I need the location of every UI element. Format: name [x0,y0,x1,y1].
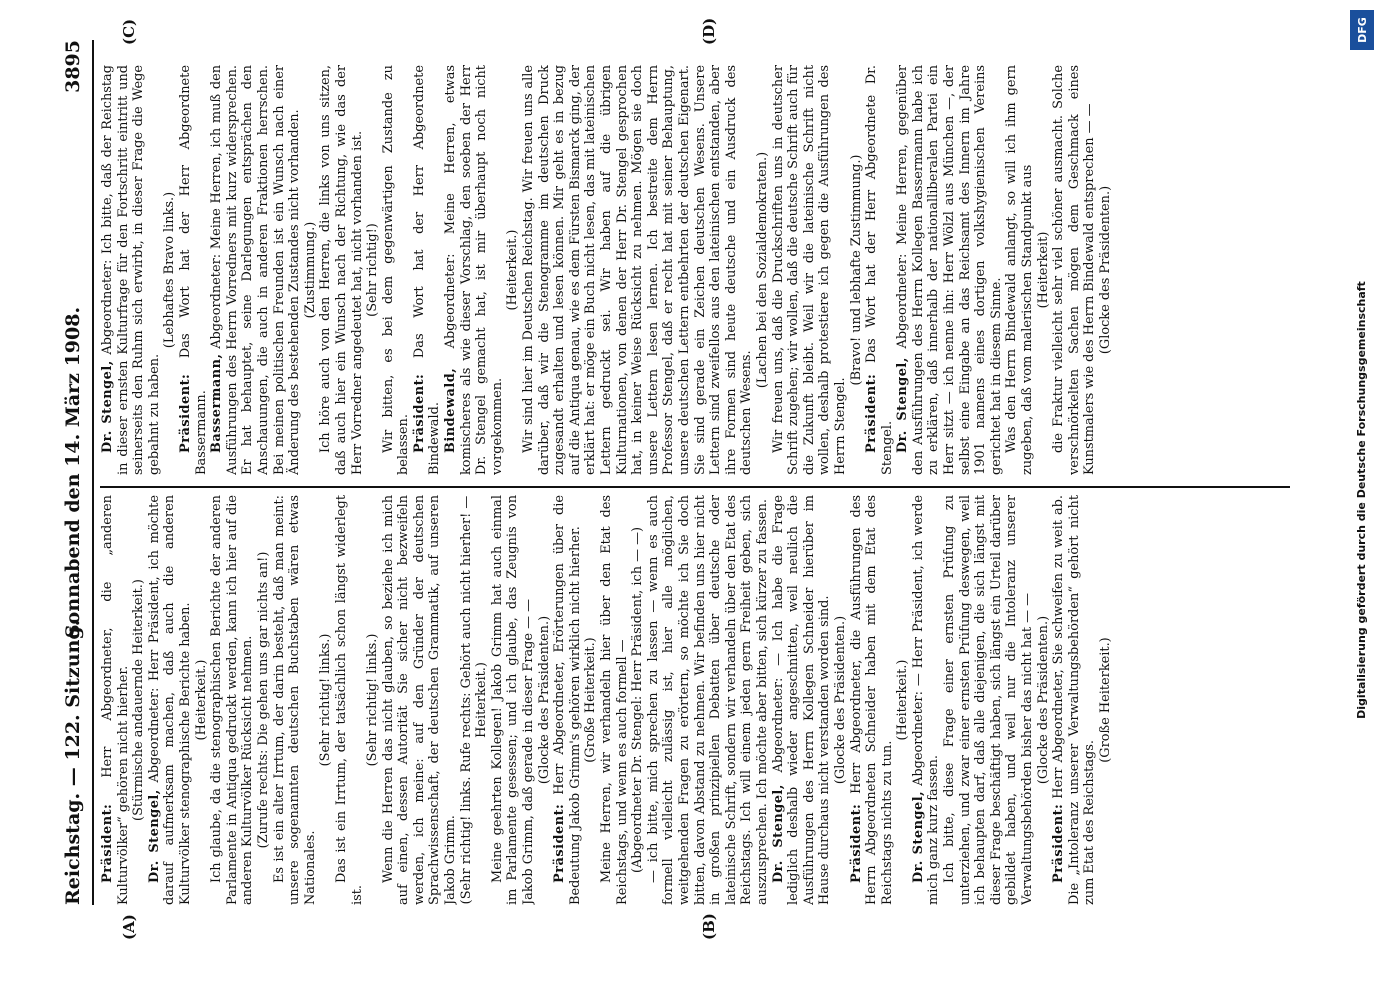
dfg-logo: DFG [1350,10,1374,50]
paragraph-text: Abgeordneter: — Ich habe die Frage lediglich deshalb wieder angeschnitten, weil neulich die Ausführungen des Herrn Kollegen Schneider hierüber im Hause durchaus nicht verstanden worden sind. [770,495,833,905]
paragraph [272,495,319,905]
paragraph [381,495,459,905]
paragraph-text: Es ist ein alter Irrtum, der darin besteht, daß man meint: unsere sogenannten deutschen Buchstaben wären etwas Nationales. [271,495,318,905]
speaker-name: Bindewald, [443,367,459,453]
paragraph-text: Herr Abgeordneter, die Ausführungen des Herrn Abgeordneten Schneider haben mit dem Etat des Reichstags nichts zu tun. [848,495,895,905]
paragraph-text: Abgeordneter: Herr Präsident, ich möchte darauf aufmerksam machen, daß auch die anderen Kulturvölker stenographische Berichte haben. [146,495,193,905]
interjection: (Abgeordneter Dr. Stengel: Herr Präsident, ich — —) [630,526,646,874]
interjection: (Große Heiterkeit.) [583,637,599,763]
paragraph-text: Meine geehrten Kollegen! Jakob Grimm hat auch einmal im Parlamente gesessen; und ich glaube, das Zeugnis von Jakob Grimm, daß gerade in dieser Frage — — [489,495,537,905]
speaker-name: Dr. Stengel, [895,357,911,453]
interjection: (Lebhaftes Bravo links.) [162,191,178,349]
paragraph-text: Abgeordneter: Meine Herren, gegenüber den Ausführungen des Herrn Kollegen Bassermann habe ich zu erklären, daß innerhalb der nationalliberalen Partei ein Herr sitzt — ich nenne ihn: Herr Wölzl aus München —, der selbst eine Eingabe an das Reichsamt des Innern im Jahre 1901 namens eines dortigen volkshygienischen Vereins gerichtet hat in diesem Sinne. [895,65,1004,475]
paragraph-text: Ich glaube, da die stenographischen Berichte der anderen Parlamente in Antiqua gedruckt werden, kann ich hier auf die anderen Kulturvölker Rücksicht nehmen. [209,495,256,905]
paragraph [911,495,942,905]
header-date: Sonnabend den 14. März 1908. [62,306,84,639]
margin-marker-b: (B) [700,913,718,940]
interjection: (Große Heiterkeit.) [1098,637,1113,763]
interjection: (Bravo! und lebhafte Zustimmung.) [848,154,864,386]
speaker-name: Dr. Stengel, [100,360,115,453]
paragraph [1051,495,1098,905]
header-rule [92,40,94,905]
paragraph [895,65,1004,475]
paragraph-text: Das ist ein Irrtum, der tatsächlich schon längst widerlegt ist. [333,495,365,905]
paragraph-text: Herr Abgeordneter, Erörterungen über die Bedeutung Jakob Grimm's gehören wirklich nicht hierher. [552,495,583,905]
paragraph-text: Wir bitten, es bei dem gegenwärtigen Zustande zu belassen. [380,65,412,475]
interjection: (Glocke des Präsidenten.) [1035,615,1051,785]
paragraph [864,65,895,475]
interjection: (Zustimmung.) [302,221,318,319]
paragraph-text: Ich bitte, diese Frage einer ernsten Prüfung zu unterziehen, und zwar einer ernsten Prüfung deswegen, weil ich behaupten darf, daß alle diejenigen, die sich längst mit dieser Frage beschäftigt haben, sich längst ein Urteil darüber gebildet haben, und weil nur die Intoleranz unserer Verwaltungsbehörden bisher das nicht hat — — [942,495,1036,905]
paragraph [771,495,833,905]
paragraph [490,495,537,905]
page-number: 3895 [62,40,84,93]
left-column [100,495,1290,905]
paragraph [381,65,412,475]
paragraph-text: Abgeordneter: Ich bitte, daß der Reichstag in dieser ernsten Kulturfrage für den Fortschritt eintritt und seinerseits den Ruhm sich erwirbt, in dieser Frage die Wege gebahnt zu haben. [100,65,162,475]
speaker-name: Dr. Stengel, [910,790,926,883]
paragraph-text: die Fraktur vielleicht sehr viel schöner ausmacht. Solche verschnörkelten Sachen mögen dem Geschmack eines Kunstmalers wie des Herrn Bindewald entsprechen — — [1051,65,1098,475]
paragraph-text: Herr Abgeordneter, Sie schweifen zu weit ab. Die „Intoleranz unserer Verwaltungsbehörden“ gehört nicht zum Etat des Reichstags. [1051,495,1098,905]
interjection: (Sehr richtig!) [365,223,381,317]
interjection: (Glocke des Präsidenten.) [536,615,552,785]
paragraph-text: — ich bitte, mich sprechen zu lassen — wenn es auch formell vielleicht zulässig ist, hier alle möglichen, weitgehenden Fragen zu erörtern, so möchte ich Sie doch bitten, davon Abstand zu nehmen. Wir befinden uns hier nicht in großen prinzipiellen Debatten über deutsche oder lateinische Schrift, sondern wir verhandeln über den Etat des Reichstags. Ich will einem jeden gern Freiheit geben, sich auszusprechen. Ich möchte aber bitten, sich kürzer zu fassen. [645,495,770,905]
interjection: (Stürmische andauernde Heiterkeit.) [131,579,147,821]
paragraph [334,495,365,905]
speaker-name: Bassermann, [209,353,225,453]
column-divider [100,486,1290,488]
header-session: Reichstag. — 122. Sitzung. [62,619,84,905]
margin-marker-a: (A) [120,914,138,940]
paragraph [552,495,583,905]
paragraph [412,65,443,475]
speaker-name: Präsident: [864,373,880,453]
paragraph [318,65,365,475]
paragraph [147,495,194,905]
page-header [58,40,88,905]
paragraph-text: Abgeordneter: — Herr Präsident, ich werde mich ganz kurz fassen. [910,495,942,905]
paragraph-text: Wenn die Herren das nicht glauben, so beziehe ich mich auf einen, dessen Autorität Sie sicher nicht bezweifeln werden, ich meine: auf den Gründer der deutschen Sprachwissenschaft, der deutschen Grammatik, auf unseren Jakob Grimm. [380,495,459,905]
interjection: (Heiterkeit.) [505,229,521,311]
speaker-name: Präsident: [177,373,193,453]
paragraph [100,495,131,905]
paragraph [849,495,896,905]
interjection: (Heiterkeit) [1035,231,1051,309]
paragraph-text: Abgeordneter: Meine Herren, etwas komischeres als wie dieser Vorschlag, den soeben der Herr Dr. Stengel gemacht hat, ist mir überhaupt noch nicht vorgekommen. [443,65,505,475]
interjection: (Sehr richtig! links. Rufe rechts: Gehört auch nicht hierher! — Heiterkeit.) [458,495,490,905]
speaker-name: Präsident: [552,803,568,883]
speaker-name: Präsident: [100,803,115,883]
paragraph [209,65,303,475]
margin-marker-d: (D) [700,17,718,45]
paragraph-text: Das Wort hat der Herr Abgeordnete Dr. Stengel. [864,65,895,475]
interjection: (Zurufe rechts: Die gehen uns gar nichts an!) [255,551,271,849]
paragraph [178,65,209,475]
interjection: (Glocke des Präsidenten.) [1098,185,1113,355]
paragraph [209,495,256,905]
speaker-name: Dr. Stengel, [770,784,786,883]
right-column [100,65,1290,475]
paragraph [771,65,849,475]
speaker-name: Präsident: [848,803,864,883]
paragraph [942,495,1036,905]
paragraph [646,495,771,905]
paragraph-text: Meine Herren, wir verhandeln hier über den Etat des Reichstags, und wenn es auch formell — [599,495,630,905]
interjection: (Heiterkeit.) [193,659,209,741]
paragraph [521,65,755,475]
speaker-name: Präsident: [1051,803,1067,883]
interjection: (Sehr richtig! links.) [365,633,381,767]
paragraph-text: Das Wort hat der Herr Abgeordnete Bindewald. [411,65,443,475]
paragraph-text: Abgeordneter: Meine Herren, ich muß den Ausführungen des Herrn Vorredners mit kurz widersprechen. Er hat behauptet, seine Darlegungen entsprächen den Anschauungen, die auch in anderen Fraktionen herrschen. Bei meinen politischen Freunden ist ein Wunsch nach einer Änderung des bestehenden Zustandes nicht vorhanden. [209,65,303,475]
paragraph-text: Wir freuen uns, daß die Druckschriften uns in deutscher Schrift zugehen; wir wollen, daß die deutsche Schrift auch für die Zukunft bleibt. Weil wir die lateinische Schrift nicht wollen, deshalb protestiere ich gegen die Ausführungen des Herrn Stengel. [770,65,848,475]
paragraph-text: Herr Abgeordneter, die „anderen Kulturvölker“ gehören nicht hierher. [100,495,131,905]
speaker-name: Dr. Stengel, [146,789,162,883]
interjection: (Lachen bei den Sozialdemokraten.) [754,151,770,389]
interjection: (Sehr richtig! links.) [318,633,334,767]
margin-marker-c: (C) [120,18,138,45]
paragraph [599,495,630,905]
paragraph [443,65,505,475]
interjection: (Glocke des Präsidenten.) [832,615,848,785]
speaker-name: Präsident: [411,373,427,453]
paragraph [100,65,162,475]
paragraph-text: Wir sind hier im Deutschen Reichstag. Wir freuen uns alle darüber, daß wir die Stenogramme im deutschen Druck zugesandt erhalten und lesen können. Mir geht es in bezug auf die Antiqua genau, wie es dem Fürsten Bismarck ging, der erklärt hat: er möge ein Buch nicht lesen, das mit lateinischen Lettern gedruckt sei. Wir haben auf die übrigen Kulturnationen, von denen der Herr Dr. Stengel gesprochen hat, in keiner Weise Rücksicht zu nehmen. Mögen sie doch unsere Lettern lesen lernen. Ich bestreite dem Herrn Professor Stengel, daß er recht hat mit seiner Behauptung, unsere deutschen Lettern entbehrten der deutschen Eigenart. Sie sind gerade ein Zeichen deutschen Wesens. Unsere Lettern sind zweifellos aus den lateinischen entstanden, aber ihre Formen sind heute deutsche und ein Ausdruck des deutschen Wesens. [521,65,755,475]
paragraph-text: Ich höre auch von den Herren, die links von uns sitzen, daß auch hier ein Wunsch nach der Richtung, wie das der Herr Vorredner angedeutet hat, nicht vorhanden ist. [318,65,365,475]
paragraph [1004,65,1035,475]
interjection: (Heiterkeit.) [895,659,911,741]
paragraph-text: Das Wort hat der Herr Abgeordnete Bassermann. [177,65,209,475]
footer-credit: Digitalisierung gefördert durch die Deutsche Forschungsgemeinschaft [1355,281,1368,719]
paragraph [1051,65,1098,475]
paragraph-text: Was den Herrn Bindewald anlangt, so will ich ihm gern zugeben, daß vom malerischen Standpunkt aus [1004,65,1036,475]
